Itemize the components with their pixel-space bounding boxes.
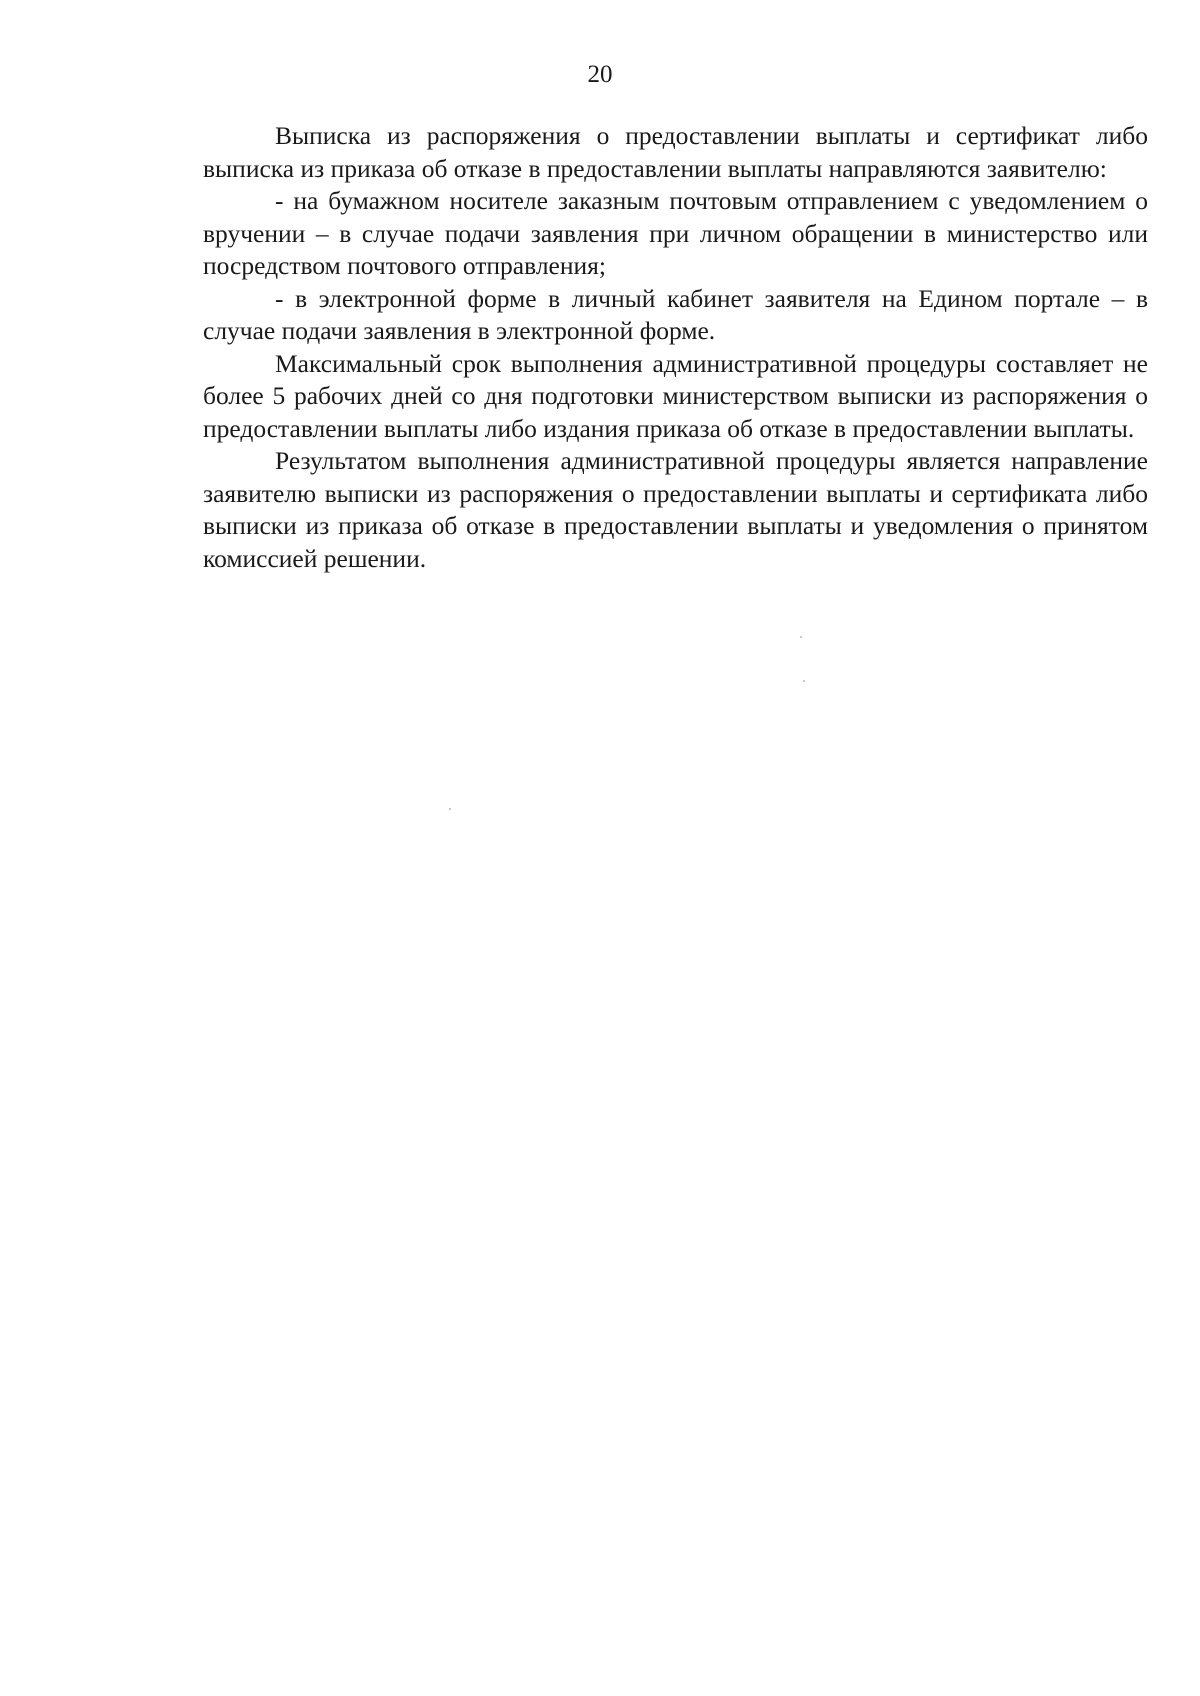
document-body [203, 120, 1148, 575]
scan-artifact [800, 636, 802, 638]
list-item-electronic-delivery: - в электронной форме в личный кабинет заявителя на Едином портале – в случае подачи заявления в электронной форме. [203, 283, 1148, 345]
scan-artifact [449, 808, 451, 810]
page-number: 20 [587, 61, 613, 88]
paragraph-result: Результатом выполнения административной процедуры является направление заявителю выписки из распоряжения о предоставлении выплаты и сертификата либо выписки из приказа об отказе в предоставлении выплаты и уведомления о принятом комиссией решении. [203, 446, 1148, 573]
scan-artifact [803, 680, 805, 682]
list-item-paper-delivery: - на бумажном носителе заказным почтовым отправлением с уведомлением о вручении – в случае подачи заявления при личном обращении в министерство или посредством почтового отправления; [203, 186, 1148, 280]
paragraph-max-term: Максимальный срок выполнения административной процедуры составляет не более 5 рабочих дней со дня подготовки министерством выписки из распоряжения о предоставлении выплаты либо издания приказа об отказе в предоставлении выплаты. [203, 348, 1148, 443]
paragraph-extract-delivery: Выписка из распоряжения о предоставлении выплаты и сертификат либо выписка из приказа об отказе в предоставлении выплаты направляются заявителю: [203, 121, 1148, 183]
